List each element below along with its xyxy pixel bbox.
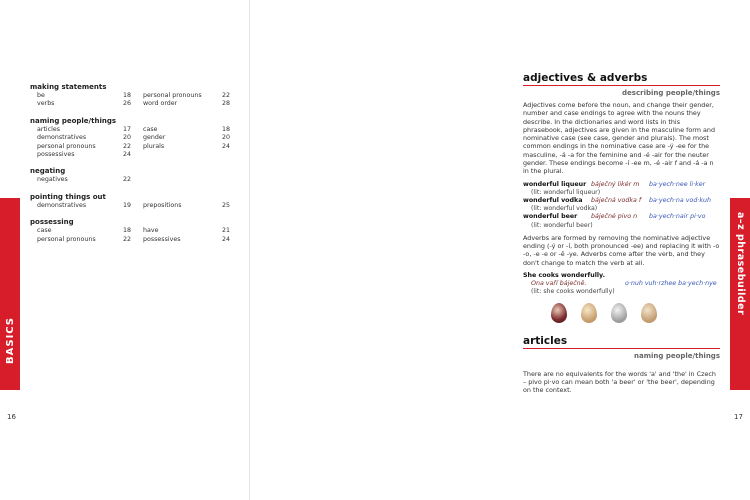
left-page	[0, 0, 250, 500]
toc-topic: case	[37, 227, 52, 235]
page-number: 17	[734, 413, 743, 421]
toc-page-ref: 22	[122, 142, 131, 150]
example-pronunciation: o·nuh vuh·rzhee ba·yech·nye	[625, 280, 717, 288]
example-pronunciation: ba·yech·nee li·ker	[649, 180, 706, 188]
toc-topic: gender	[143, 134, 166, 142]
example-czech: báječné pivo n	[591, 213, 638, 221]
toc-topic: possessives	[37, 151, 75, 159]
toc-row	[30, 202, 230, 210]
toc-row	[30, 134, 230, 142]
adverb-example	[523, 272, 720, 297]
section-subtitle: naming people/things	[633, 351, 720, 360]
toc-row	[30, 227, 230, 235]
toc-topic: personal pronouns	[37, 142, 96, 150]
toc-topic: articles	[37, 125, 61, 133]
section-subtitle: describing people/things	[622, 89, 720, 97]
egg-icon	[581, 303, 597, 323]
section-title: articles	[523, 335, 720, 349]
section-tab-label: a–z phrasebuilder	[735, 212, 746, 316]
egg-icon	[641, 303, 657, 323]
example-pronunciation: ba·yech·na vod·kuh	[649, 197, 711, 205]
example-row	[523, 181, 720, 189]
toc-row	[30, 143, 230, 151]
toc-topic: word order	[143, 100, 178, 108]
toc-page-ref: 17	[122, 125, 131, 133]
toc-page-ref: 18	[122, 92, 131, 99]
toc-page-ref: 22	[122, 235, 131, 243]
toc-topic: possessives	[143, 235, 181, 243]
egg-icon	[611, 303, 627, 323]
contents-index	[30, 83, 230, 252]
section-tab-label: BASICS	[5, 316, 16, 364]
right-page	[250, 0, 746, 500]
example-pronunciation: ba·yech·nair pi·vo	[649, 213, 706, 221]
toc-page-ref: 20	[221, 134, 230, 142]
toc-section	[30, 167, 230, 184]
toc-heading: negating	[30, 167, 66, 176]
toc-row	[30, 151, 230, 159]
toc-topic: plurals	[143, 142, 165, 150]
toc-page-ref: 28	[221, 100, 230, 108]
toc-page-ref: 24	[122, 151, 131, 159]
toc-page-ref: 24	[221, 142, 230, 150]
section-tab-basics	[0, 198, 20, 390]
toc-topic: demonstratives	[37, 134, 87, 142]
toc-topic: demonstratives	[37, 201, 87, 209]
toc-page-ref: 21	[221, 227, 230, 235]
toc-heading: possessing	[30, 218, 74, 227]
toc-section	[30, 193, 230, 210]
easter-eggs-illustration	[523, 303, 720, 323]
example-row	[523, 197, 720, 205]
toc-section	[30, 117, 230, 160]
example-english: wonderful liqueur	[523, 180, 587, 188]
toc-row	[30, 126, 230, 134]
toc-topic: negatives	[37, 176, 68, 184]
toc-topic	[131, 151, 203, 159]
toc-topic: be	[37, 92, 45, 99]
paragraph: Adjectives come before the noun, and change their gender, number and case endings to agree with the nouns they describe. In the dictionaries and word lists in this phrasebook, adjectives are given in the masculine form and nominative case (see case, gender and plurals). The most common endings in the nominative case are -ý -ee for the masculine, -á -a for the feminine and -é -air for the neuter gender. These endings become -í -ee m, -é -air f and -á -a n in the plural.	[523, 101, 716, 176]
toc-topic: personal pronouns	[143, 92, 202, 99]
toc-page-ref: 20	[122, 134, 131, 142]
paragraph: There are no equivalents for the words 'a' and 'the' in Czech – pivo pi·vo can mean both 'a beer' or 'the beer', depending on the context.	[523, 369, 716, 395]
toc-page-ref: 18	[122, 227, 131, 235]
toc-row	[30, 176, 230, 184]
toc-topic: prepositions	[143, 201, 182, 209]
example-czech: Ona vaří báječně.	[531, 280, 587, 288]
toc-topic: have	[143, 227, 159, 235]
example-literal: (lit: she cooks wonderfully)	[531, 288, 615, 296]
toc-page-ref: 26	[122, 100, 131, 108]
toc-page-ref	[203, 151, 230, 159]
example-czech: báječná vodka f	[591, 197, 642, 205]
example-row	[523, 213, 720, 221]
example-english: wonderful vodka	[523, 197, 583, 205]
example-list	[523, 181, 720, 230]
page-number: 16	[7, 413, 16, 421]
toc-topic	[131, 176, 203, 184]
toc-page-ref: 24	[221, 235, 230, 243]
toc-topic: case	[143, 125, 158, 133]
toc-page-ref: 22	[122, 176, 131, 184]
toc-page-ref	[203, 176, 230, 184]
example-literal: (lit: wonderful liqueur)	[531, 188, 601, 196]
toc-heading: making statements	[30, 83, 107, 91]
toc-row	[30, 92, 230, 100]
example-czech: báječný likér m	[591, 180, 640, 188]
toc-row	[30, 100, 230, 108]
toc-heading: pointing things out	[30, 192, 106, 201]
paragraph: Adverbs are formed by removing the nominative adjective ending (-ý or -í, both pronounced -ee) and replacing it with -o -o, -e -e or -ě -ye. Adverbs come after the verb, and they don't change to match the verb at all.	[523, 233, 720, 267]
toc-page-ref: 22	[221, 92, 230, 99]
example-english: She cooks wonderfully.	[523, 272, 605, 280]
toc-row	[30, 236, 230, 244]
toc-page-ref: 25	[221, 201, 230, 209]
toc-page-ref: 19	[122, 201, 131, 209]
toc-topic: verbs	[37, 100, 55, 108]
example-literal: (lit: wonderful beer)	[531, 221, 593, 229]
section-title: adjectives & adverbs	[523, 72, 720, 86]
toc-page-ref: 18	[221, 125, 230, 133]
toc-section	[30, 83, 230, 109]
toc-topic: personal pronouns	[37, 235, 96, 243]
toc-heading: naming people/things	[30, 116, 117, 125]
toc-section	[30, 218, 230, 244]
section-tab-phrasebuilder	[730, 198, 750, 390]
page-content	[523, 72, 720, 395]
example-english: wonderful beer	[523, 213, 578, 221]
egg-icon	[551, 303, 567, 323]
example-literal: (lit: wonderful vodka)	[531, 205, 598, 213]
